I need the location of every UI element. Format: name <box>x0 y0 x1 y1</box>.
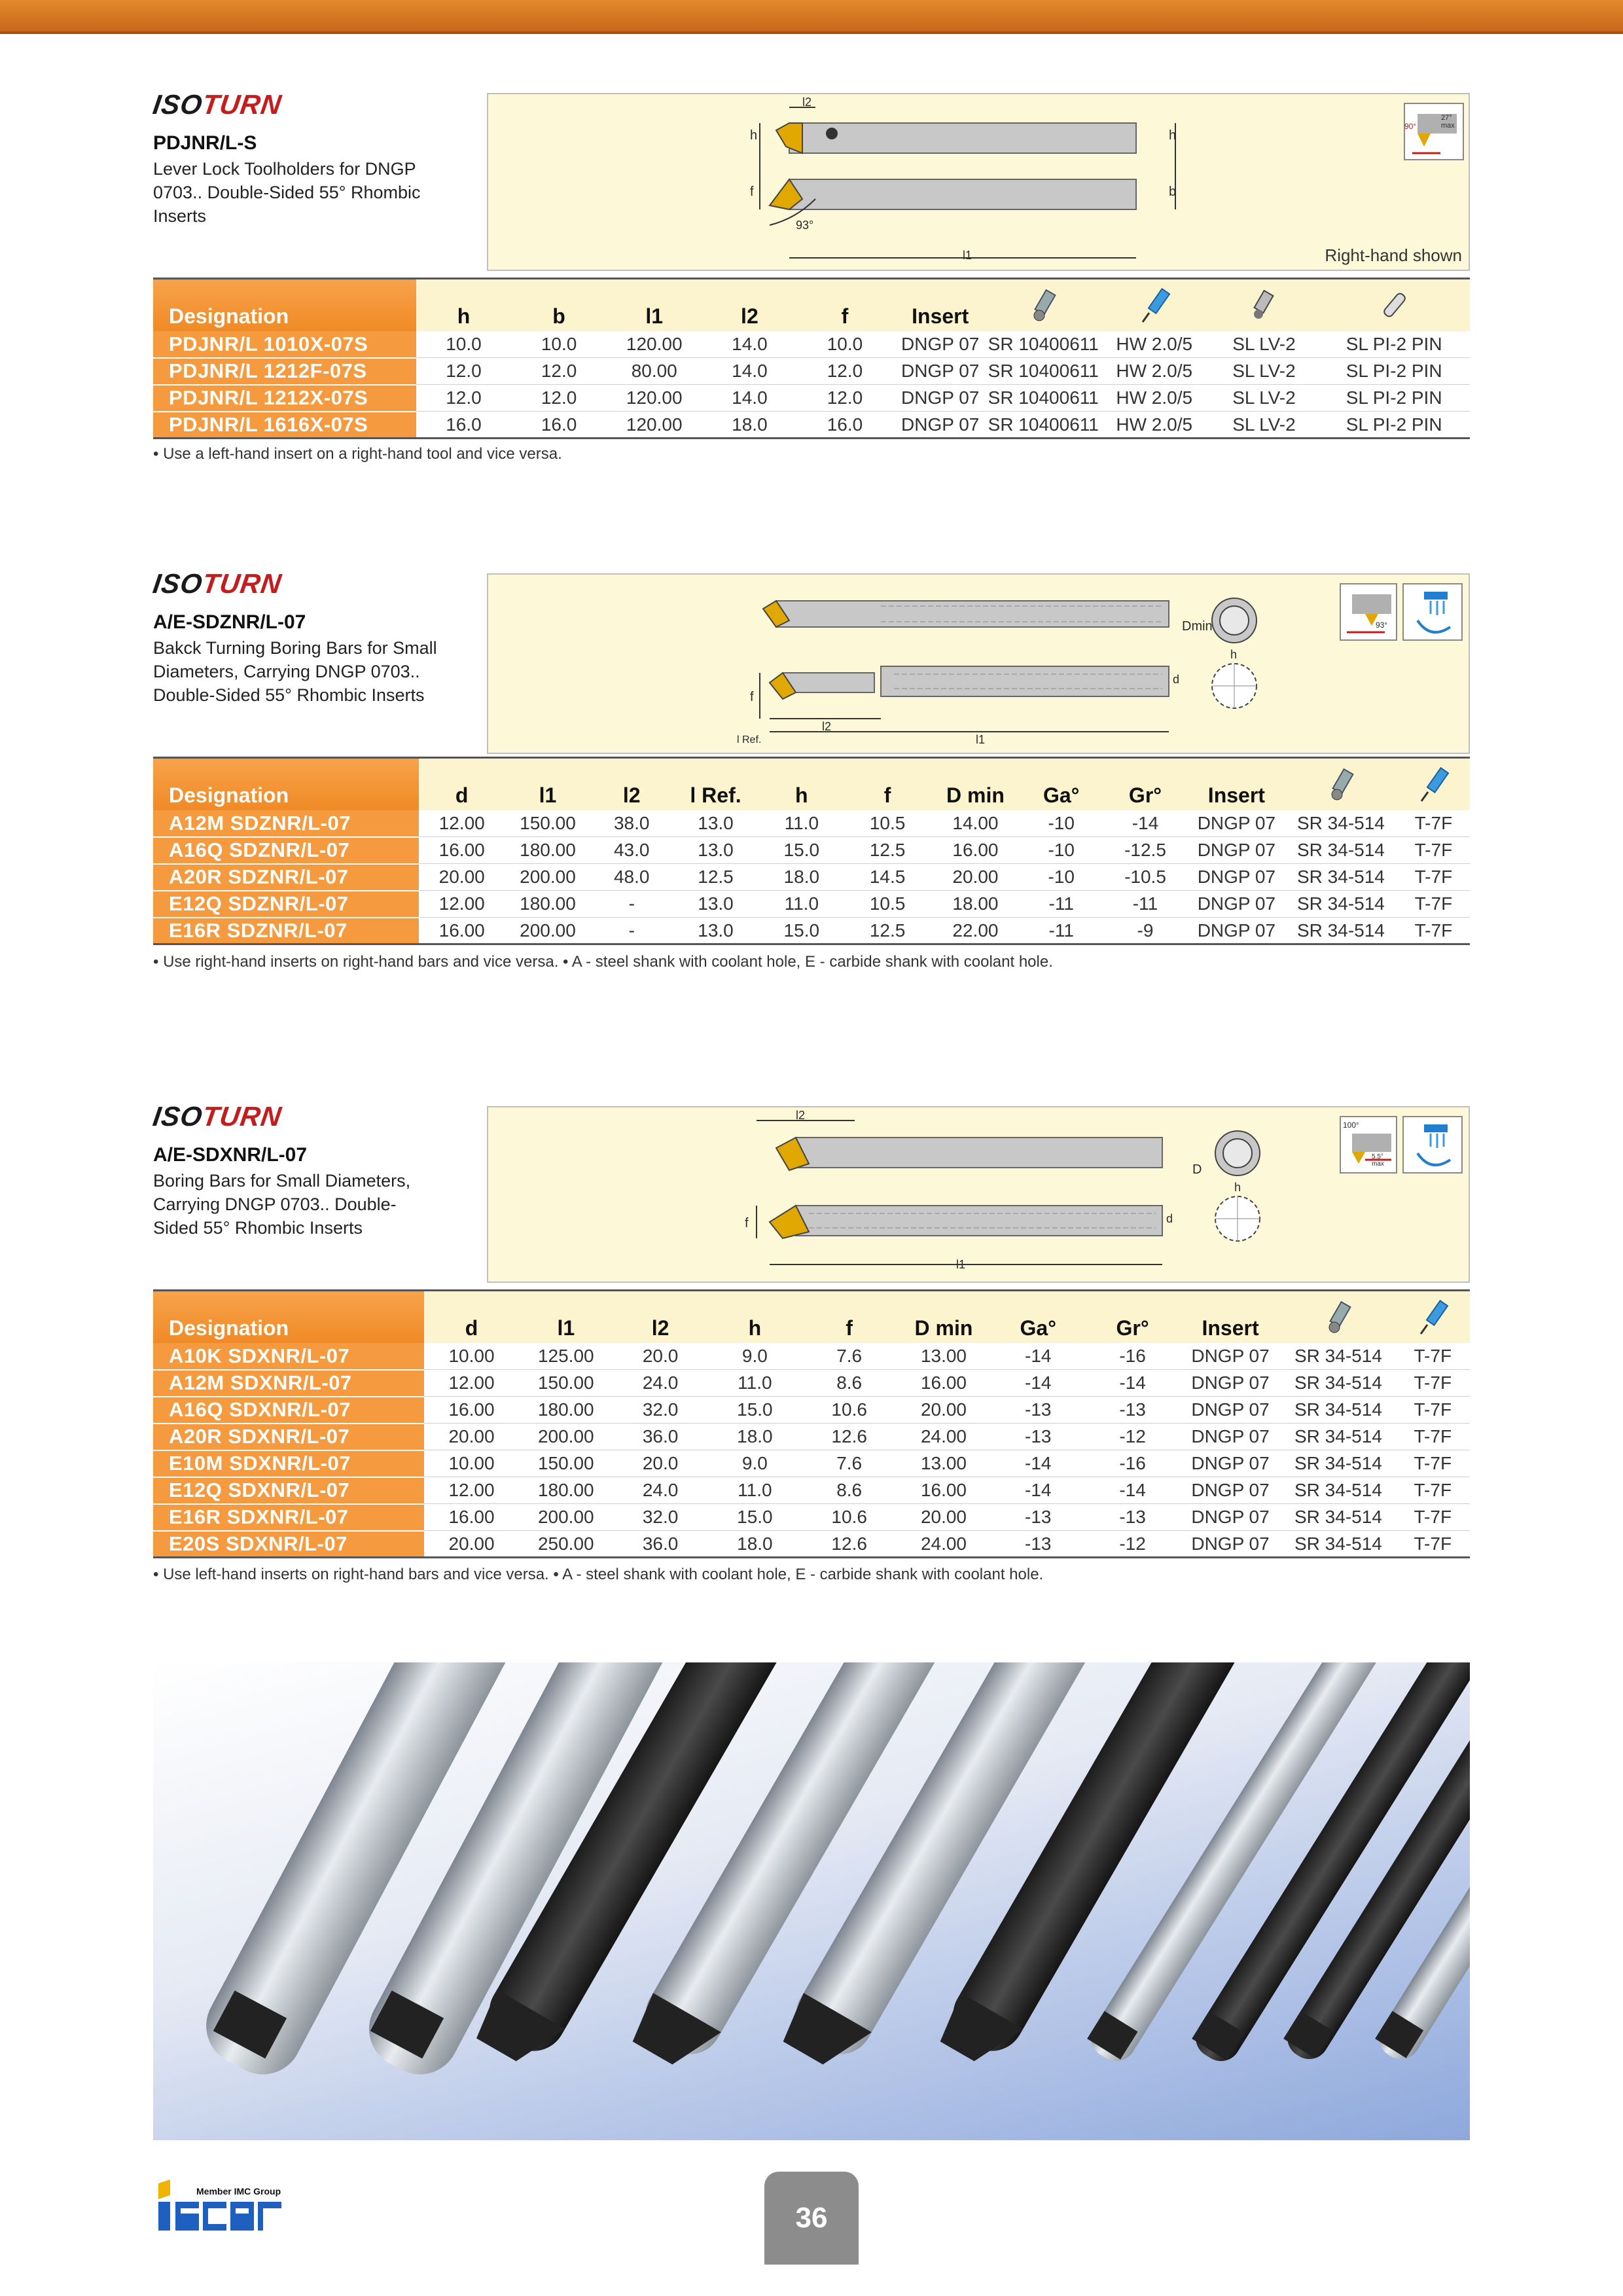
label-angle: 93° <box>796 219 814 232</box>
header-h: h <box>707 1291 802 1343</box>
lever-icon <box>1210 279 1319 331</box>
table-header <box>153 758 1470 810</box>
header-insert: Insert <box>1188 758 1285 810</box>
header-ga: Ga° <box>991 1291 1085 1343</box>
table-row: PDJNR/L 1616X-07S 16.0 16.0 120.00 18.0 16.0 DNGP 07 SR 10400611 HW 2.0/5 SL LV-2 SL PI-2 PIN <box>153 412 1470 439</box>
label-h: h <box>1230 648 1238 661</box>
header-l1: l1 <box>505 758 590 810</box>
screw-icon <box>988 279 1099 331</box>
header-h: h <box>758 758 844 810</box>
label-l2: l2 <box>796 1109 806 1122</box>
header-b: b <box>511 279 607 331</box>
pin-icon <box>1318 279 1470 331</box>
header-h: h <box>416 279 512 331</box>
table-row: E20S SDXNR/L-07 20.00 250.00 36.0 18.0 12.6 24.00 -13 -12 DNGP 07 SR 34-514 T-7F <box>153 1531 1470 1558</box>
table-row: A16Q SDZNR/L-07 16.00 180.00 43.0 13.0 15.0 12.5 16.00 -10 -12.5 DNGP 07 SR 34-514 T-7F <box>153 837 1470 864</box>
table-row: A10K SDXNR/L-07 10.00 125.00 20.0 9.0 7.6 13.00 -14 -16 DNGP 07 SR 34-514 T-7F <box>153 1343 1470 1370</box>
tool-diagram <box>487 93 1470 271</box>
screw-icon <box>1285 758 1397 810</box>
table-row: E16R SDXNR/L-07 16.00 200.00 32.0 15.0 10.6 20.00 -13 -13 DNGP 07 SR 34-514 T-7F <box>153 1504 1470 1531</box>
label-angle: 93° <box>1376 620 1388 630</box>
header-f: f <box>797 279 893 331</box>
header-f: f <box>802 1291 897 1343</box>
table-row: E10M SDXNR/L-07 10.00 150.00 20.0 9.0 7.6 13.00 -14 -16 DNGP 07 SR 34-514 T-7F <box>153 1450 1470 1477</box>
spec-table-sdznr <box>153 757 1470 945</box>
label-dmin: Dmin <box>1182 619 1213 634</box>
tool-diagram <box>487 1106 1470 1283</box>
brand-isoturn: ISOTURN <box>151 568 284 599</box>
label-angle-27: 27° max <box>1441 114 1455 130</box>
label-f: f <box>750 690 754 704</box>
screw-icon <box>1281 1291 1395 1343</box>
label-d: d <box>1173 673 1180 686</box>
label-h-left: h <box>750 128 758 143</box>
brand-isoturn: ISOTURN <box>151 89 284 120</box>
table-row: A20R SDXNR/L-07 20.00 200.00 36.0 18.0 12.6 24.00 -13 -12 DNGP 07 SR 34-514 T-7F <box>153 1424 1470 1450</box>
header-l2: l2 <box>702 279 798 331</box>
boring-bars-illustration <box>153 1662 1470 2140</box>
table-note: • Use right-hand inserts on right-hand bars and vice versa. • A - steel shank with coolant hole, E - carbide shank with coolant hole. <box>153 953 1053 971</box>
header-ga: Ga° <box>1020 758 1102 810</box>
member-text: Member IMC Group <box>196 2186 281 2197</box>
spec-table-pdjnr <box>153 278 1470 439</box>
table-row: A16Q SDXNR/L-07 16.00 180.00 32.0 15.0 10.6 20.00 -13 -13 DNGP 07 SR 34-514 T-7F <box>153 1397 1470 1424</box>
header-designation: Designation <box>153 758 419 810</box>
table-note: • Use left-hand inserts on right-hand bars and vice versa. • A - steel shank with coolant hole, E - carbide shank with coolant hole. <box>153 1566 1044 1583</box>
model-description: Bakck Turning Boring Bars for Small Diameters, Carrying DNGP 0703.. Double-Sided 55° Rhombic Inserts <box>153 638 437 705</box>
header-d: d <box>424 1291 518 1343</box>
model-description: Boring Bars for Small Diameters, Carrying DNGP 0703.. Double-Sided 55° Rhombic Inserts <box>153 1171 411 1238</box>
label-h-right: h <box>1169 128 1177 143</box>
table-row: A12M SDXNR/L-07 12.00 150.00 24.0 11.0 8.6 16.00 -14 -14 DNGP 07 SR 34-514 T-7F <box>153 1370 1470 1397</box>
header-l2: l2 <box>613 1291 707 1343</box>
header-gr: Gr° <box>1102 758 1188 810</box>
label-l1: l1 <box>963 249 972 262</box>
table-note: • Use a left-hand insert on a right-hand tool and vice versa. <box>153 445 562 463</box>
brand-isoturn: ISOTURN <box>151 1101 284 1132</box>
header-designation: Designation <box>153 1291 424 1343</box>
header-insert: Insert <box>893 279 988 331</box>
model-description: Lever Lock Toolholders for DNGP 0703.. Double-Sided 55° Rhombic Inserts <box>153 159 421 226</box>
label-l2: l2 <box>802 96 812 109</box>
key-icon <box>1396 1291 1470 1343</box>
table-row: A12M SDZNR/L-07 12.00 150.00 38.0 13.0 11.0 10.5 14.00 -10 -14 DNGP 07 SR 34-514 T-7F <box>153 810 1470 837</box>
header-l1: l1 <box>519 1291 613 1343</box>
table-row: E12Q SDZNR/L-07 12.00 180.00 - 13.0 11.0 10.5 18.00 -11 -11 DNGP 07 SR 34-514 T-7F <box>153 891 1470 918</box>
tool-diagram <box>487 573 1470 754</box>
header-dmin: D min <box>897 1291 991 1343</box>
label-lref: l Ref. <box>737 734 762 745</box>
page-number: 36 <box>764 2172 859 2265</box>
label-l1: l1 <box>956 1258 966 1271</box>
model-title: A/E-SDZNR/L-07 <box>153 611 306 633</box>
tool-drawing <box>488 1107 1470 1283</box>
label-l1: l1 <box>976 733 986 746</box>
header-gr: Gr° <box>1085 1291 1179 1343</box>
diagram-caption: Right-hand shown <box>1325 245 1462 265</box>
label-l2: l2 <box>822 720 832 733</box>
header-f: f <box>844 758 930 810</box>
header-lref: l Ref. <box>673 758 758 810</box>
header-designation: Designation <box>153 279 416 331</box>
key-icon <box>1099 279 1210 331</box>
label-d: d <box>1166 1212 1173 1225</box>
label-angle-max: 5.5° max <box>1372 1153 1384 1168</box>
top-orange-bar <box>0 0 1623 34</box>
model-title: A/E-SDXNR/L-07 <box>153 1144 308 1166</box>
label-angle-90: 90° <box>1404 122 1417 131</box>
table-row: E12Q SDXNR/L-07 12.00 180.00 24.0 11.0 8.6 16.00 -14 -14 DNGP 07 SR 34-514 T-7F <box>153 1477 1470 1504</box>
label-h: h <box>1234 1181 1241 1194</box>
table-row: PDJNR/L 1212F-07S 12.0 12.0 80.00 14.0 12.0 DNGP 07 SR 10400611 HW 2.0/5 SL LV-2 SL PI-2 PIN <box>153 358 1470 385</box>
label-f: f <box>745 1216 749 1230</box>
header-dmin: D min <box>931 758 1020 810</box>
tool-drawing <box>488 94 1470 271</box>
label-b: b <box>1169 185 1177 199</box>
table-row: A20R SDZNR/L-07 20.00 200.00 48.0 12.5 18.0 14.5 20.00 -10 -10.5 DNGP 07 SR 34-514 T-7F <box>153 864 1470 891</box>
product-photo <box>153 1662 1470 2140</box>
key-icon <box>1397 758 1470 810</box>
label-D: D <box>1192 1162 1202 1177</box>
header-d: d <box>419 758 505 810</box>
table-header <box>153 279 1470 331</box>
table-row: E16R SDZNR/L-07 16.00 200.00 - 13.0 15.0 12.5 22.00 -11 -9 DNGP 07 SR 34-514 T-7F <box>153 918 1470 944</box>
table-header <box>153 1291 1470 1343</box>
label-angle: 100° <box>1343 1121 1359 1130</box>
tool-drawing <box>488 575 1470 754</box>
header-l1: l1 <box>607 279 702 331</box>
spec-table-sdxnr <box>153 1289 1470 1558</box>
model-title: PDJNR/L-S <box>153 132 257 154</box>
label-f: f <box>750 185 754 199</box>
header-l2: l2 <box>591 758 673 810</box>
table-row: PDJNR/L 1010X-07S 10.0 10.0 120.00 14.0 10.0 DNGP 07 SR 10400611 HW 2.0/5 SL LV-2 SL PI-2 PIN <box>153 331 1470 358</box>
table-row: PDJNR/L 1212X-07S 12.0 12.0 120.00 14.0 12.0 DNGP 07 SR 10400611 HW 2.0/5 SL LV-2 SL PI-2 PIN <box>153 385 1470 412</box>
header-insert: Insert <box>1180 1291 1281 1343</box>
